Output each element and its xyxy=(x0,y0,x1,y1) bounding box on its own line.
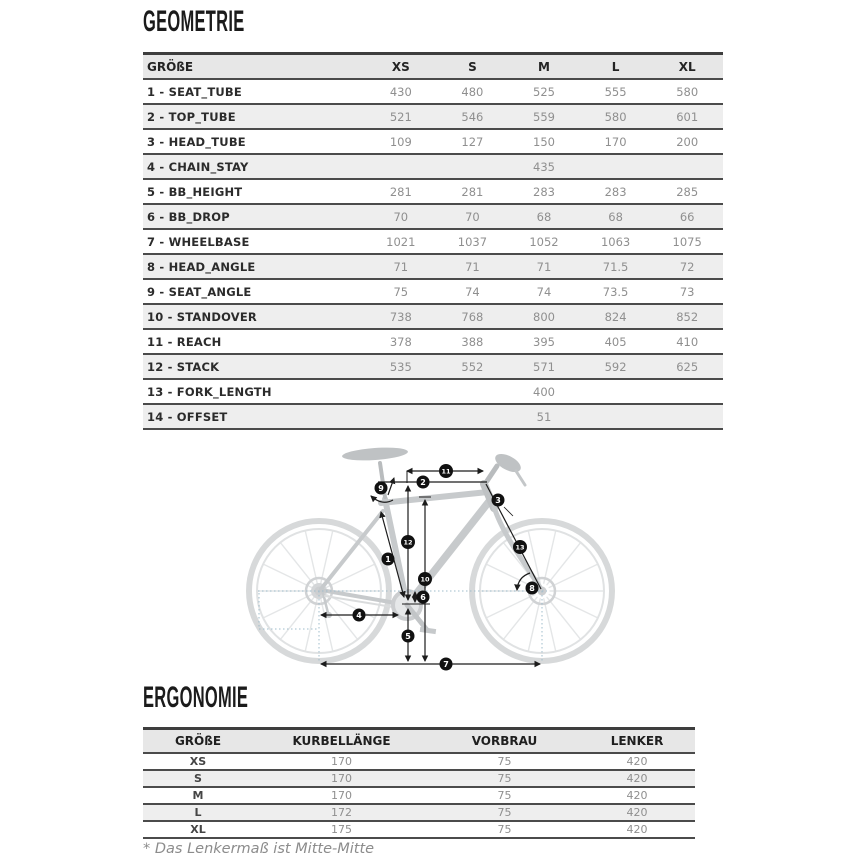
geometry-size-column-m: M xyxy=(538,59,550,74)
saddle xyxy=(342,446,409,463)
marker-number: 3 xyxy=(495,495,501,505)
geometry-value-cell: 768 xyxy=(461,309,484,324)
geometry-value-cell xyxy=(651,404,723,429)
bike-geometry-diagram xyxy=(235,433,655,685)
marker-number: 1 xyxy=(385,554,391,564)
ergonomics-table xyxy=(143,727,695,839)
marker-number: 6 xyxy=(420,592,426,602)
geometry-row xyxy=(143,129,723,154)
geometry-value-cell: 71 xyxy=(393,259,409,274)
ergonomics-column-header: KURBELLÄNGE xyxy=(292,734,391,748)
geometry-row xyxy=(143,404,723,429)
geometry-value-cell: 601 xyxy=(676,109,699,124)
ergonomics-column-header: VORBRAU xyxy=(471,734,538,748)
geometry-row xyxy=(143,204,723,229)
geometry-row-label: 14 - OFFSET xyxy=(147,409,228,424)
seat-angle-mini-arrow xyxy=(388,478,394,495)
ergonomics-value-cell: 75 xyxy=(497,823,512,836)
ergonomics-value-cell: 75 xyxy=(497,806,512,819)
geometry-row-label: 12 - STACK xyxy=(147,359,220,374)
geometry-value-cell: 580 xyxy=(604,109,627,124)
ergonomics-column-header: GRÖßE xyxy=(174,734,222,748)
geometry-row xyxy=(143,154,723,179)
geometry-value-cell: 71 xyxy=(536,259,552,274)
marker-number: 13 xyxy=(515,543,525,552)
geometry-row xyxy=(143,329,723,354)
marker-number: 2 xyxy=(420,477,426,487)
geometry-value-cell xyxy=(365,379,437,404)
marker-number: 7 xyxy=(443,659,449,669)
geometry-value-cell xyxy=(651,379,723,404)
ergonomics-size-cell: M xyxy=(192,789,204,802)
geometry-value-cell: 571 xyxy=(533,359,555,374)
geometry-value-cell: 1037 xyxy=(457,234,488,249)
geometry-row-label: 10 - STANDOVER xyxy=(147,309,257,324)
geometry-size-column-xl: XL xyxy=(678,59,696,74)
frame xyxy=(321,484,541,618)
geometry-row xyxy=(143,104,723,129)
marker-number: 8 xyxy=(529,583,535,593)
geometry-value-cell: 1052 xyxy=(529,234,559,249)
geometry-value-cell: 738 xyxy=(389,309,412,324)
ergonomics-header-row xyxy=(143,729,695,754)
geometry-value-cell: 525 xyxy=(533,84,555,99)
ergonomics-row xyxy=(143,753,695,770)
geometry-size-column-xs: XS xyxy=(391,59,410,74)
geometry-value-cell: 200 xyxy=(676,134,699,149)
ergonomics-row xyxy=(143,770,695,787)
geometry-value-cell: 480 xyxy=(461,84,484,99)
geometry-value-cell: 580 xyxy=(676,84,699,99)
ergonomics-value-cell: 420 xyxy=(626,755,648,768)
geometry-value-cell: 70 xyxy=(465,209,480,224)
marker-number: 10 xyxy=(420,575,430,584)
marker-number: 9 xyxy=(378,483,384,493)
geometry-value-cell: 388 xyxy=(461,334,484,349)
geometry-value-cell: 74 xyxy=(465,284,480,299)
geometry-value-cell: 555 xyxy=(604,84,627,99)
geometry-value-cell: 150 xyxy=(533,134,555,149)
marker-number: 11 xyxy=(441,467,451,476)
geometry-value-cell: 73 xyxy=(679,284,695,299)
geometry-value-cell xyxy=(437,404,509,429)
geometry-row xyxy=(143,179,723,204)
geometry-value-cell: 285 xyxy=(676,184,699,199)
geometry-value-cell xyxy=(580,154,652,179)
geometry-value-cell: 405 xyxy=(604,334,627,349)
geometry-row-label: 9 - SEAT_ANGLE xyxy=(147,284,252,299)
handlebar xyxy=(492,450,523,476)
marker-number: 12 xyxy=(403,538,413,547)
geometry-header-row xyxy=(143,54,723,80)
ergonomics-value-cell: 75 xyxy=(497,772,512,785)
geometry-title: GEOMETRIE xyxy=(143,5,245,38)
geometry-value-cell: 71.5 xyxy=(602,259,629,274)
geometry-value-cell: 281 xyxy=(461,184,484,199)
ergonomics-value-cell: 420 xyxy=(626,772,648,785)
geometry-value-cell: 435 xyxy=(533,159,555,174)
geometry-value-cell: 72 xyxy=(679,259,695,274)
geometry-value-cell: 71 xyxy=(465,259,480,274)
geometry-value-cell: 1075 xyxy=(672,234,702,249)
geometry-value-cell: 592 xyxy=(604,359,627,374)
geometry-value-cell: 75 xyxy=(393,284,409,299)
handlebar-footnote: * Das Lenkermaß ist Mitte-Mitte xyxy=(143,841,375,857)
geometry-value-cell: 852 xyxy=(676,309,699,324)
ergonomics-size-cell: L xyxy=(194,806,202,819)
geometry-row xyxy=(143,279,723,304)
geometry-row xyxy=(143,379,723,404)
geometry-table xyxy=(143,52,723,430)
geometry-value-cell: 66 xyxy=(679,209,695,224)
geometry-value-cell: 1063 xyxy=(600,234,631,249)
geometry-value-cell: 74 xyxy=(536,284,552,299)
geometry-value-cell: 170 xyxy=(604,134,627,149)
geometry-value-cell: 552 xyxy=(461,359,484,374)
ergonomics-value-cell: 170 xyxy=(331,789,352,802)
geometry-value-cell xyxy=(580,379,652,404)
geometry-value-cell: 127 xyxy=(461,134,484,149)
geometry-value-cell: 283 xyxy=(533,184,555,199)
geometry-size-column-l: L xyxy=(611,59,620,74)
ergonomics-value-cell: 420 xyxy=(626,806,648,819)
geometry-value-cell: 625 xyxy=(676,359,699,374)
geometry-row-label: 11 - REACH xyxy=(147,334,222,349)
geometry-value-cell: 535 xyxy=(389,359,412,374)
geometry-value-cell xyxy=(437,379,509,404)
geometry-row xyxy=(143,254,723,279)
geometry-value-cell: 283 xyxy=(604,184,627,199)
ergonomics-value-cell: 420 xyxy=(626,789,648,802)
geometry-value-cell: 73.5 xyxy=(602,284,629,299)
ergonomics-value-cell: 172 xyxy=(331,806,352,819)
geometry-size-header: GRÖßE xyxy=(147,59,194,74)
ergonomics-value-cell: 170 xyxy=(331,772,352,785)
geometry-row-label: 8 - HEAD_ANGLE xyxy=(147,259,256,274)
geometry-row xyxy=(143,229,723,254)
ergonomics-value-cell: 75 xyxy=(497,789,512,802)
geometry-row-label: 3 - HEAD_TUBE xyxy=(147,134,246,149)
geometry-row xyxy=(143,354,723,379)
ergonomics-row xyxy=(143,804,695,821)
ergonomics-value-cell: 170 xyxy=(331,755,352,768)
geometry-value-cell: 109 xyxy=(389,134,412,149)
geometry-value-cell: 824 xyxy=(604,309,627,324)
geometry-value-cell: 521 xyxy=(389,109,412,124)
ergonomics-value-cell: 75 xyxy=(497,755,512,768)
geometry-value-cell: 400 xyxy=(533,384,555,399)
ergonomics-size-cell: XL xyxy=(190,823,206,836)
geometry-value-cell xyxy=(365,154,437,179)
geometry-row-label: 6 - BB_DROP xyxy=(147,209,230,224)
geometry-value-cell: 281 xyxy=(389,184,412,199)
ergonomics-size-cell: S xyxy=(194,772,202,785)
ergonomics-size-cell: XS xyxy=(189,755,207,768)
pedal xyxy=(420,627,437,634)
geometry-row-label: 2 - TOP_TUBE xyxy=(147,109,236,124)
geometry-value-cell xyxy=(437,154,509,179)
ergonomics-row xyxy=(143,821,695,838)
geometry-row xyxy=(143,79,723,104)
ergonomics-value-cell: 175 xyxy=(331,823,352,836)
geometry-value-cell: 51 xyxy=(536,409,552,424)
geometry-row-label: 4 - CHAIN_STAY xyxy=(147,159,249,174)
geometry-value-cell: 70 xyxy=(393,209,409,224)
ergonomics-column-header: LENKER xyxy=(610,734,664,748)
geometry-size-column-s: S xyxy=(468,59,477,74)
geometry-value-cell xyxy=(651,154,723,179)
ergonomics-row xyxy=(143,787,695,804)
geometry-row-label: 13 - FORK_LENGTH xyxy=(147,384,272,399)
geometry-value-cell: 800 xyxy=(533,309,555,324)
ergonomics-value-cell: 420 xyxy=(626,823,648,836)
geometry-row xyxy=(143,304,723,329)
geometry-row-label: 1 - SEAT_TUBE xyxy=(147,84,242,99)
geometry-value-cell xyxy=(365,404,437,429)
geometry-value-cell: 395 xyxy=(533,334,555,349)
geometry-row-label: 5 - BB_HEIGHT xyxy=(147,184,243,199)
ergonomics-title: ERGONOMIE xyxy=(143,681,249,714)
geometry-value-cell: 430 xyxy=(389,84,412,99)
geometry-value-cell: 1021 xyxy=(386,234,416,249)
geometry-value-cell: 378 xyxy=(389,334,412,349)
geometry-value-cell: 68 xyxy=(536,209,552,224)
marker-number: 5 xyxy=(405,631,411,641)
head-tube-tick xyxy=(504,507,513,516)
marker-number: 4 xyxy=(356,610,362,620)
geometry-value-cell: 559 xyxy=(533,109,555,124)
geometry-value-cell: 410 xyxy=(676,334,699,349)
geometry-value-cell: 68 xyxy=(608,209,623,224)
geometry-value-cell: 546 xyxy=(461,109,484,124)
geometry-row-label: 7 - WHEELBASE xyxy=(147,234,250,249)
geometry-value-cell xyxy=(580,404,652,429)
